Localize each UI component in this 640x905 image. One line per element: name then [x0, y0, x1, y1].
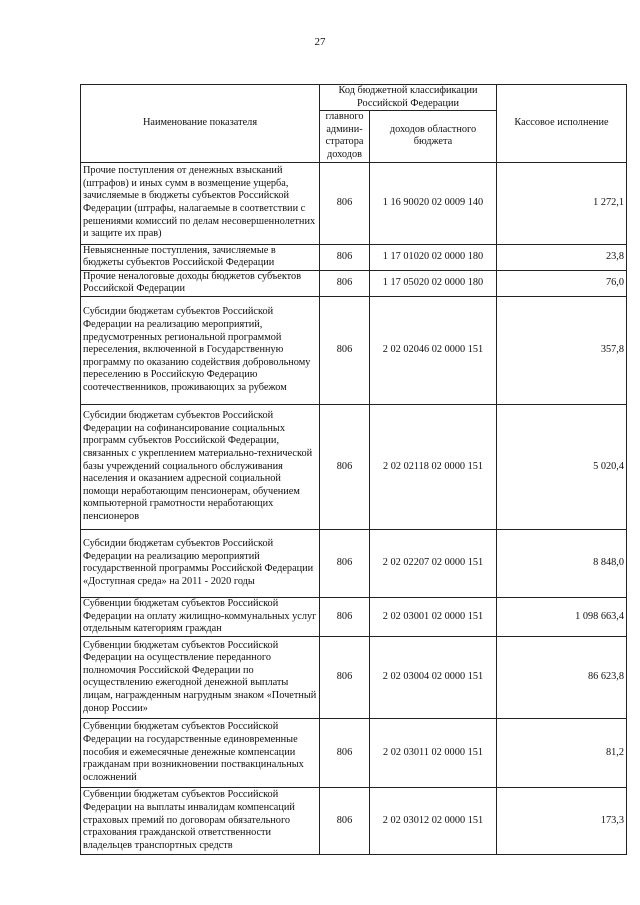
table-row [81, 718, 627, 787]
cell-administrator-code: 806 [320, 244, 370, 270]
table-body [81, 162, 627, 854]
table-row [81, 597, 627, 636]
page-number: 27 [314, 36, 326, 48]
cell-indicator-name: Субвенции бюджетам субъектов Российской Федерации на выплаты инвалидам компенсаций страховых премий по договорам обязательного страхования гражданской ответственности владельцев транспортных средств [81, 787, 320, 854]
cell-income-code: 2 02 03004 02 0000 151 [370, 636, 497, 718]
cell-cash-execution: 357,8 [497, 296, 627, 404]
cell-income-code: 1 17 01020 02 0000 180 [370, 244, 497, 270]
table-row [81, 404, 627, 529]
cell-indicator-name: Прочие неналоговые доходы бюджетов субъектов Российской Федерации [81, 270, 320, 296]
cell-income-code: 2 02 03012 02 0000 151 [370, 787, 497, 854]
header-regional-budget-income: доходов областного бюджета [370, 111, 497, 162]
cell-administrator-code: 806 [320, 636, 370, 718]
cell-administrator-code: 806 [320, 404, 370, 529]
cell-administrator-code: 806 [320, 787, 370, 854]
cell-administrator-code: 806 [320, 597, 370, 636]
cell-income-code: 2 02 02046 02 0000 151 [370, 296, 497, 404]
cell-indicator-name: Субвенции бюджетам субъектов Российской Федерации на оплату жилищно-коммунальных услуг отдельным категориям граждан [81, 597, 320, 636]
cell-cash-execution: 1 272,1 [497, 162, 627, 244]
table-row [81, 296, 627, 404]
cell-administrator-code: 806 [320, 529, 370, 597]
table-row [81, 529, 627, 597]
header-indicator-name: Наименование показателя [81, 85, 320, 163]
cell-indicator-name: Субсидии бюджетам субъектов Российской Федерации на реализацию мероприятий государственной программы Российской Федерации «Доступная среда» на 2011 - 2020 годы [81, 529, 320, 597]
cell-indicator-name: Субсидии бюджетам субъектов Российской Федерации на реализацию мероприятий, предусмотренных региональной программой переселения, включенной в Государственную программу по оказанию содействия добровольному переселению в Российскую Федерацию соотечественников, проживающих за рубежом [81, 296, 320, 404]
cell-income-code: 2 02 03011 02 0000 151 [370, 718, 497, 787]
cell-indicator-name: Субвенции бюджетам субъектов Российской Федерации на государственные единовременные пособия и ежемесячные денежные компенсации гражданам при возникновении поствакцинальных осложнений [81, 718, 320, 787]
cell-cash-execution: 1 098 663,4 [497, 597, 627, 636]
cell-cash-execution: 86 623,8 [497, 636, 627, 718]
header-cash-execution: Кассовое исполнение [497, 85, 627, 163]
table-row [81, 162, 627, 244]
cell-indicator-name: Невыясненные поступления, зачисляемые в бюджеты субъектов Российской Федерации [81, 244, 320, 270]
cell-indicator-name: Прочие поступления от денежных взысканий (штрафов) и иных сумм в возмещение ущерба, зачисляемые в бюджеты субъектов Российской Федерации (штрафы, налагаемые в соответствии с решениями комиссий по делам несовершеннолетних и защите их прав) [81, 162, 320, 244]
table-row [81, 244, 627, 270]
header-budget-classification-code: Код бюджетной классификации Российской Федерации [320, 85, 497, 111]
cell-cash-execution: 5 020,4 [497, 404, 627, 529]
cell-administrator-code: 806 [320, 162, 370, 244]
cell-income-code: 1 16 90020 02 0009 140 [370, 162, 497, 244]
cell-cash-execution: 23,8 [497, 244, 627, 270]
cell-indicator-name: Субвенции бюджетам субъектов Российской Федерации на осуществление переданного полномочия Российской Федерации по осуществлению ежегодной денежной выплаты лицам, награжденным нагрудным знаком «Почетный донор России» [81, 636, 320, 718]
cell-cash-execution: 81,2 [497, 718, 627, 787]
table-row [81, 636, 627, 718]
cell-income-code: 2 02 03001 02 0000 151 [370, 597, 497, 636]
cell-administrator-code: 806 [320, 718, 370, 787]
cell-cash-execution: 8 848,0 [497, 529, 627, 597]
table-header-row [81, 85, 627, 111]
budget-classification-table [80, 84, 627, 855]
cell-income-code: 2 02 02118 02 0000 151 [370, 404, 497, 529]
table-row [81, 270, 627, 296]
cell-indicator-name: Субсидии бюджетам субъектов Российской Федерации на софинансирование социальных программ субъектов Российской Федерации, связанных с укреплением материально-технической базы учреждений социального обслуживания населения и оказанием адресной социальной помощи неработающим пенсионерам, обучением компьютерной грамотности неработающих пенсионеров [81, 404, 320, 529]
cell-administrator-code: 806 [320, 296, 370, 404]
cell-income-code: 2 02 02207 02 0000 151 [370, 529, 497, 597]
cell-cash-execution: 76,0 [497, 270, 627, 296]
header-chief-administrator: главного админи-стратора доходов [320, 111, 370, 162]
cell-administrator-code: 806 [320, 270, 370, 296]
cell-cash-execution: 173,3 [497, 787, 627, 854]
table-row [81, 787, 627, 854]
cell-income-code: 1 17 05020 02 0000 180 [370, 270, 497, 296]
